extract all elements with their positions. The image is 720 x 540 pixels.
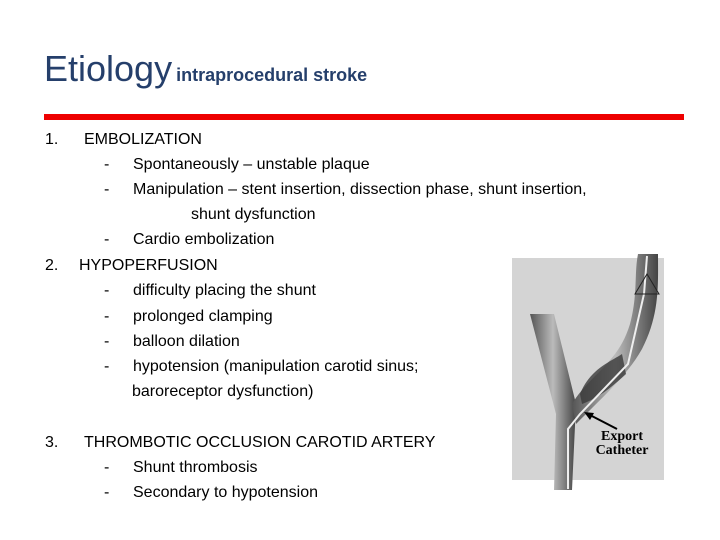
list-item-continuation: shunt dysfunction [191,206,316,223]
section-heading: HYPOPERFUSION [79,257,218,274]
list-item: Secondary to hypotension [133,484,319,501]
section-heading: EMBOLIZATION [84,131,202,148]
list-item: balloon dilation [133,333,240,350]
list-item: Shunt thrombosis [133,459,258,476]
title-divider [44,114,684,120]
slide-title [44,48,367,90]
list-item: prolonged clamping [133,308,273,325]
list-item: Cardio embolization [133,231,275,248]
section-number: 2. [45,257,59,274]
dash: - [104,181,110,198]
list-item: hypotension (manipulation carotid sinus; [133,358,419,375]
dash: - [104,282,110,299]
section-number: 3. [45,434,59,451]
dash: - [104,231,110,248]
figure-label: Catheter [595,443,649,458]
title-sub: intraprocedural stroke [176,65,368,85]
title-main: Etiology [44,48,173,89]
dash: - [104,459,110,476]
list-item: Spontaneously – unstable plaque [133,156,370,173]
figure-label: Export [601,429,643,444]
dash: - [104,308,110,325]
dash: - [104,484,110,501]
dash: - [104,333,110,350]
dash: - [104,156,110,173]
dash: - [104,358,110,375]
section-heading: THROMBOTIC OCCLUSION CAROTID ARTERY [84,434,436,451]
list-item: difficulty placing the shunt [133,282,316,299]
list-item: Manipulation – stent insertion, dissection phase, shunt insertion, [133,181,587,198]
carotid-stent-illustration [510,254,670,490]
section-number: 1. [45,131,59,148]
list-item-continuation: baroreceptor dysfunction) [132,383,314,400]
